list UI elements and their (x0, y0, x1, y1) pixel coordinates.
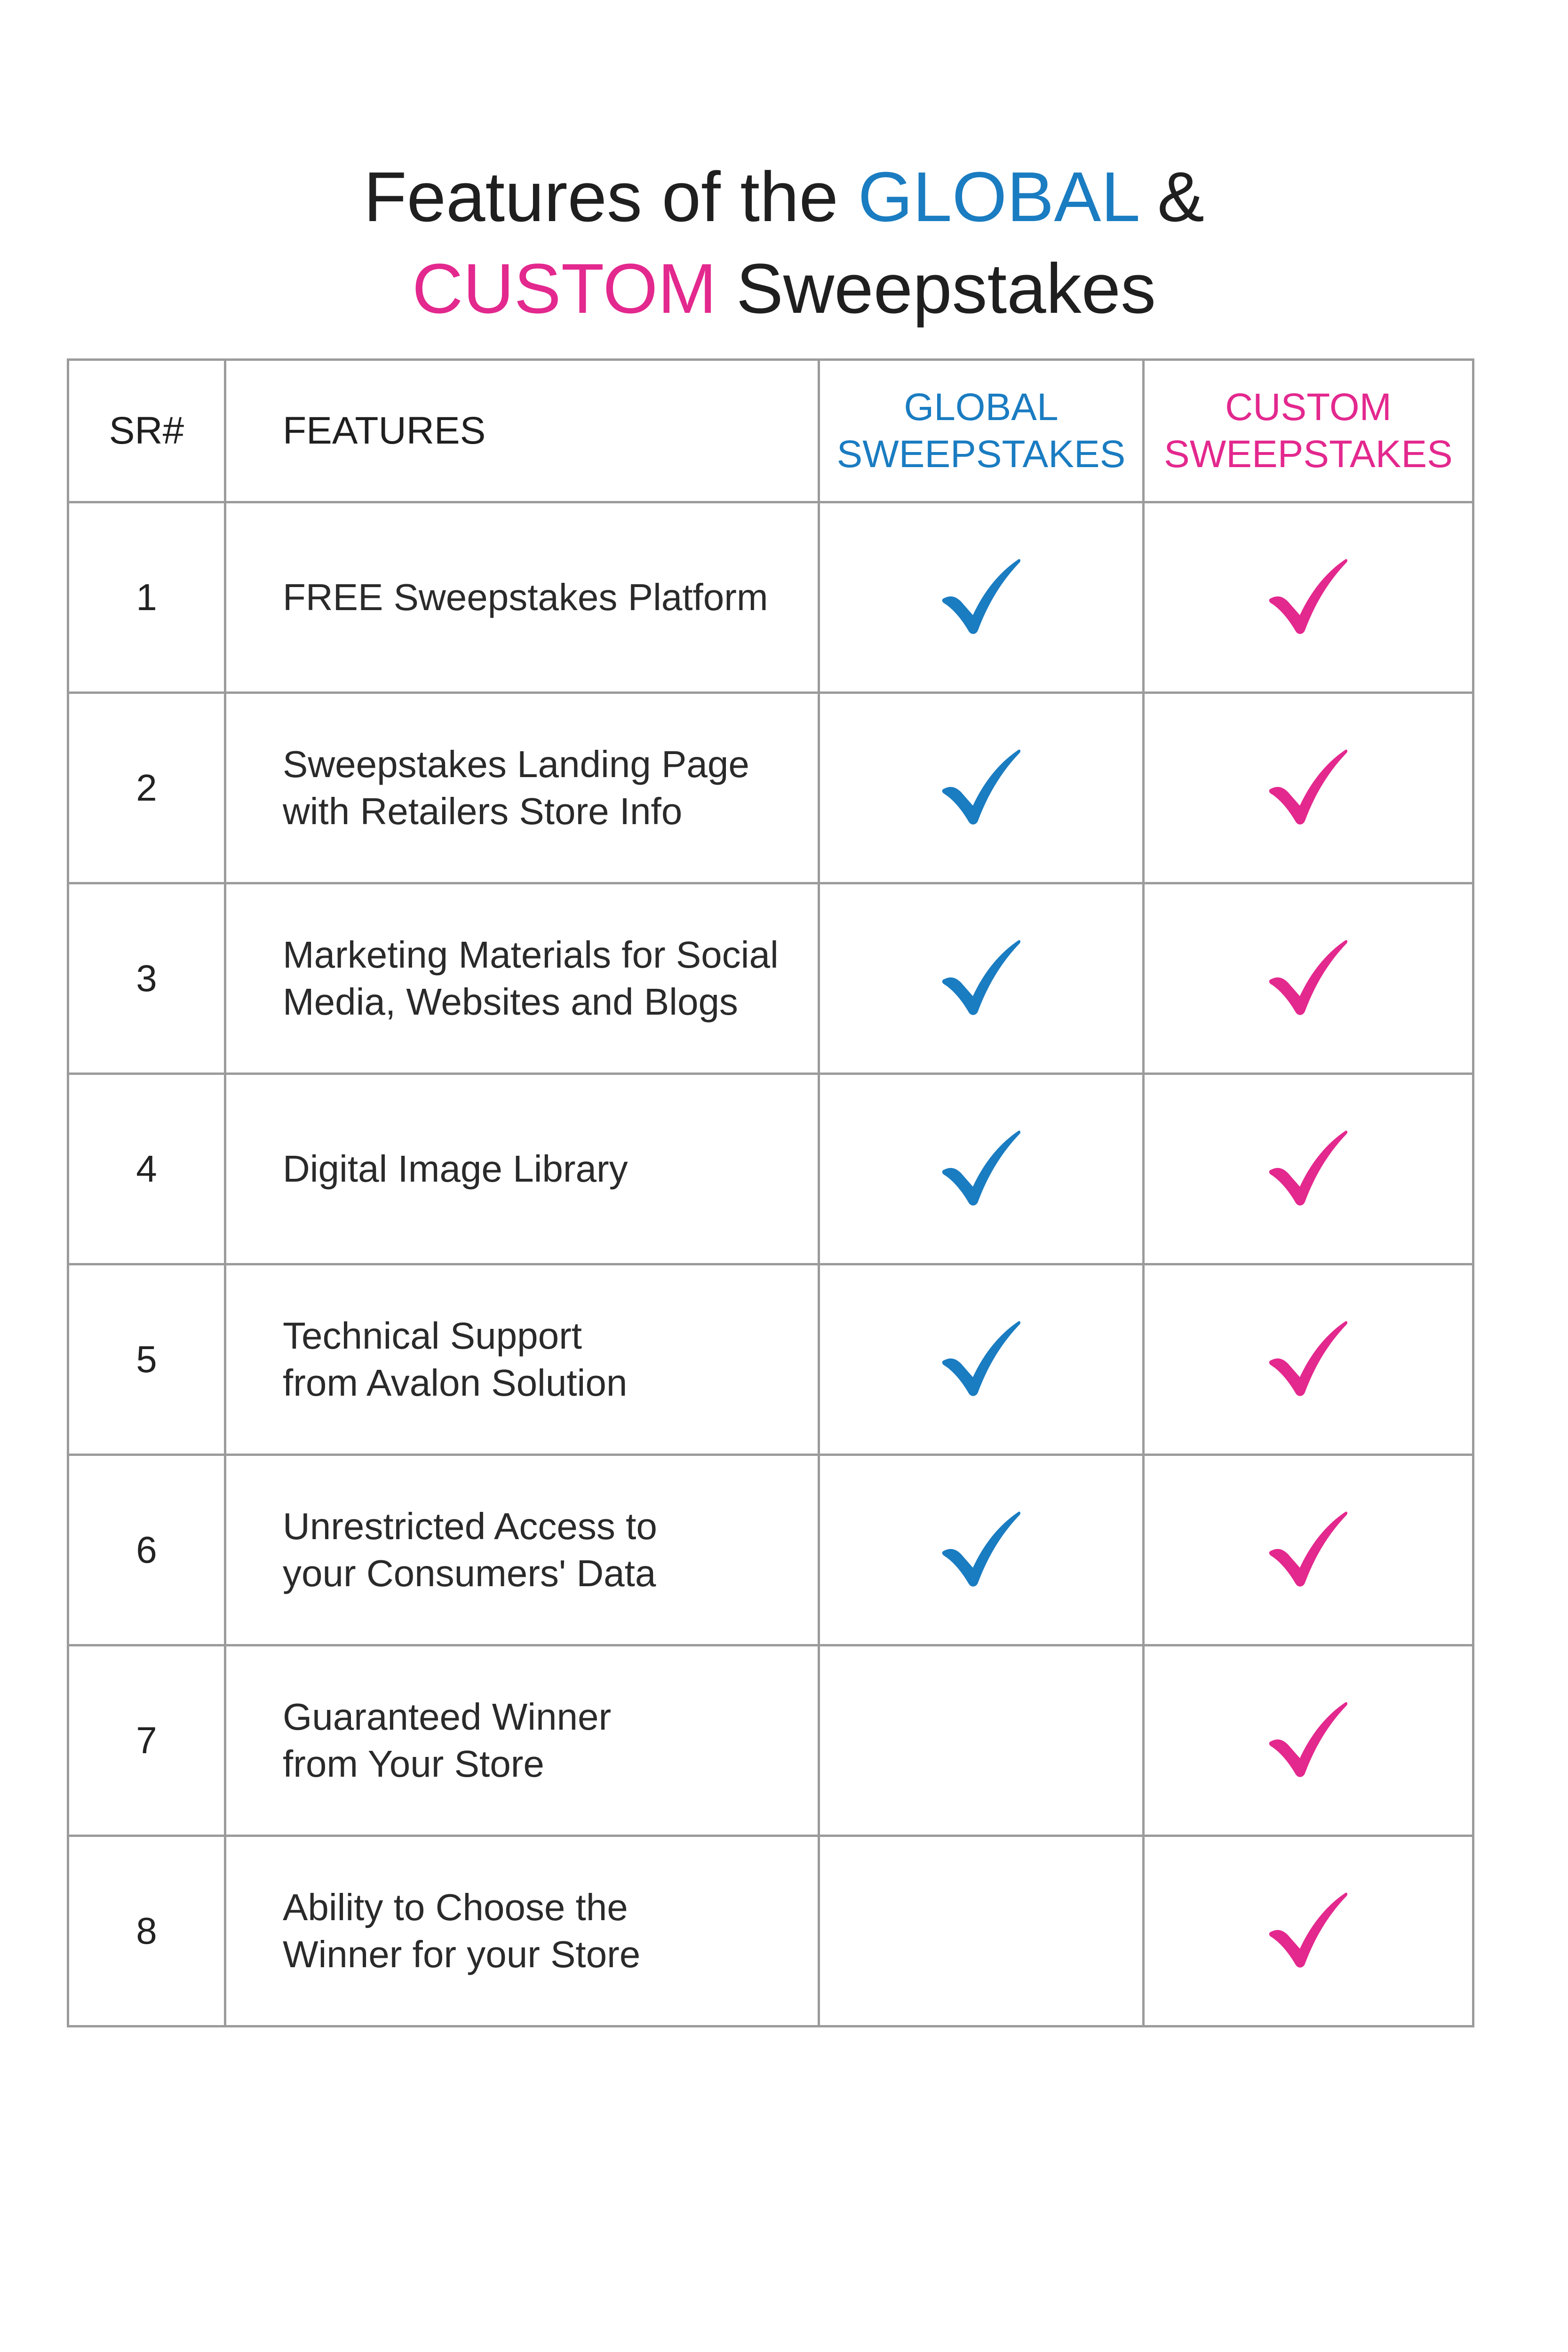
custom-availability-cell (1144, 502, 1473, 693)
custom-availability-cell (1144, 1455, 1473, 1645)
custom-availability-cell (1144, 693, 1473, 883)
feature-text-line: Guaranteed Winner (283, 1696, 612, 1738)
feature-name (225, 502, 819, 693)
header-features: FEATURES (225, 360, 819, 502)
header-global-line-2: SWEEPSTAKES (836, 433, 1126, 476)
feature-text-line: Unrestricted Access to (283, 1505, 657, 1547)
header-global-line-1: GLOBAL (904, 386, 1059, 429)
custom-availability-cell (1144, 1836, 1473, 2026)
row-number: 4 (68, 1074, 225, 1264)
table-row (68, 502, 1473, 693)
row-number: 6 (68, 1455, 225, 1645)
check-mark-icon (1266, 554, 1351, 639)
title-text: & (1138, 157, 1205, 236)
title-text: Sweepstakes (716, 248, 1156, 328)
feature-name (225, 693, 819, 883)
feature-text-line: with Retailers Store Info (283, 790, 683, 832)
table-row (68, 1455, 1473, 1645)
header-custom-sweepstakes (1144, 360, 1473, 502)
feature-text-line: Technical Support (283, 1315, 582, 1357)
comparison-table (67, 358, 1474, 2027)
feature-name (225, 1645, 819, 1836)
custom-availability-cell (1144, 1074, 1473, 1264)
check-mark-icon (939, 745, 1024, 829)
feature-name (225, 1455, 819, 1645)
title-custom-word: CUSTOM (412, 248, 717, 328)
global-availability-cell (819, 502, 1144, 693)
check-mark-icon (939, 935, 1024, 1020)
feature-text-line: Marketing Materials for Social (283, 934, 779, 976)
check-mark-icon (1266, 1316, 1351, 1401)
title-line-1 (0, 151, 1568, 243)
row-number: 8 (68, 1836, 225, 2026)
global-availability-cell (819, 693, 1144, 883)
check-mark-icon (939, 1507, 1024, 1591)
row-number: 5 (68, 1264, 225, 1455)
check-mark-icon (1266, 1697, 1351, 1782)
feature-text-line: from Avalon Solution (283, 1362, 628, 1404)
table-row (68, 1264, 1473, 1455)
check-mark-icon (1266, 1888, 1351, 1972)
feature-name (225, 883, 819, 1074)
table-row (68, 883, 1473, 1074)
global-availability-cell (819, 883, 1144, 1074)
table-body (68, 502, 1473, 2026)
global-availability-cell (819, 1074, 1144, 1264)
table-row (68, 693, 1473, 883)
check-mark-icon (1266, 1507, 1351, 1591)
header-sr: SR# (68, 360, 225, 502)
check-mark-icon (939, 1126, 1024, 1210)
title-text: Features of the (363, 157, 858, 236)
row-number: 2 (68, 693, 225, 883)
row-number: 3 (68, 883, 225, 1074)
title-line-2 (0, 243, 1568, 334)
check-mark-icon (1266, 745, 1351, 829)
feature-text-line: Sweepstakes Landing Page (283, 743, 749, 785)
custom-availability-cell (1144, 883, 1473, 1074)
feature-text-line: FREE Sweepstakes Platform (283, 576, 768, 618)
custom-availability-cell (1144, 1264, 1473, 1455)
custom-availability-cell (1144, 1645, 1473, 1836)
feature-text-line: Winner for your Store (283, 1933, 641, 1975)
header-custom-line-1: CUSTOM (1225, 386, 1392, 429)
title-global-word: GLOBAL (858, 157, 1138, 236)
feature-name (225, 1074, 819, 1264)
check-mark-icon (1266, 1126, 1351, 1210)
check-mark-icon (1266, 935, 1351, 1020)
row-number: 7 (68, 1645, 225, 1836)
global-availability-cell (819, 1455, 1144, 1645)
feature-name (225, 1264, 819, 1455)
feature-text-line: Digital Image Library (283, 1148, 628, 1190)
header-row (68, 360, 1473, 502)
table-row (68, 1645, 1473, 1836)
check-mark-icon (939, 1316, 1024, 1401)
table-row (68, 1836, 1473, 2026)
feature-text-line: Media, Websites and Blogs (283, 981, 738, 1023)
global-availability-cell (819, 1836, 1144, 2026)
header-custom-line-2: SWEEPSTAKES (1164, 433, 1453, 476)
feature-name (225, 1836, 819, 2026)
row-number: 1 (68, 502, 225, 693)
global-availability-cell (819, 1264, 1144, 1455)
check-mark-icon (939, 554, 1024, 639)
global-availability-cell (819, 1645, 1144, 1836)
page-title (0, 151, 1568, 334)
feature-text-line: Ability to Choose the (283, 1886, 628, 1928)
header-global-sweepstakes (819, 360, 1144, 502)
feature-text-line: from Your Store (283, 1743, 544, 1785)
table-row (68, 1074, 1473, 1264)
feature-text-line: your Consumers' Data (283, 1552, 656, 1594)
